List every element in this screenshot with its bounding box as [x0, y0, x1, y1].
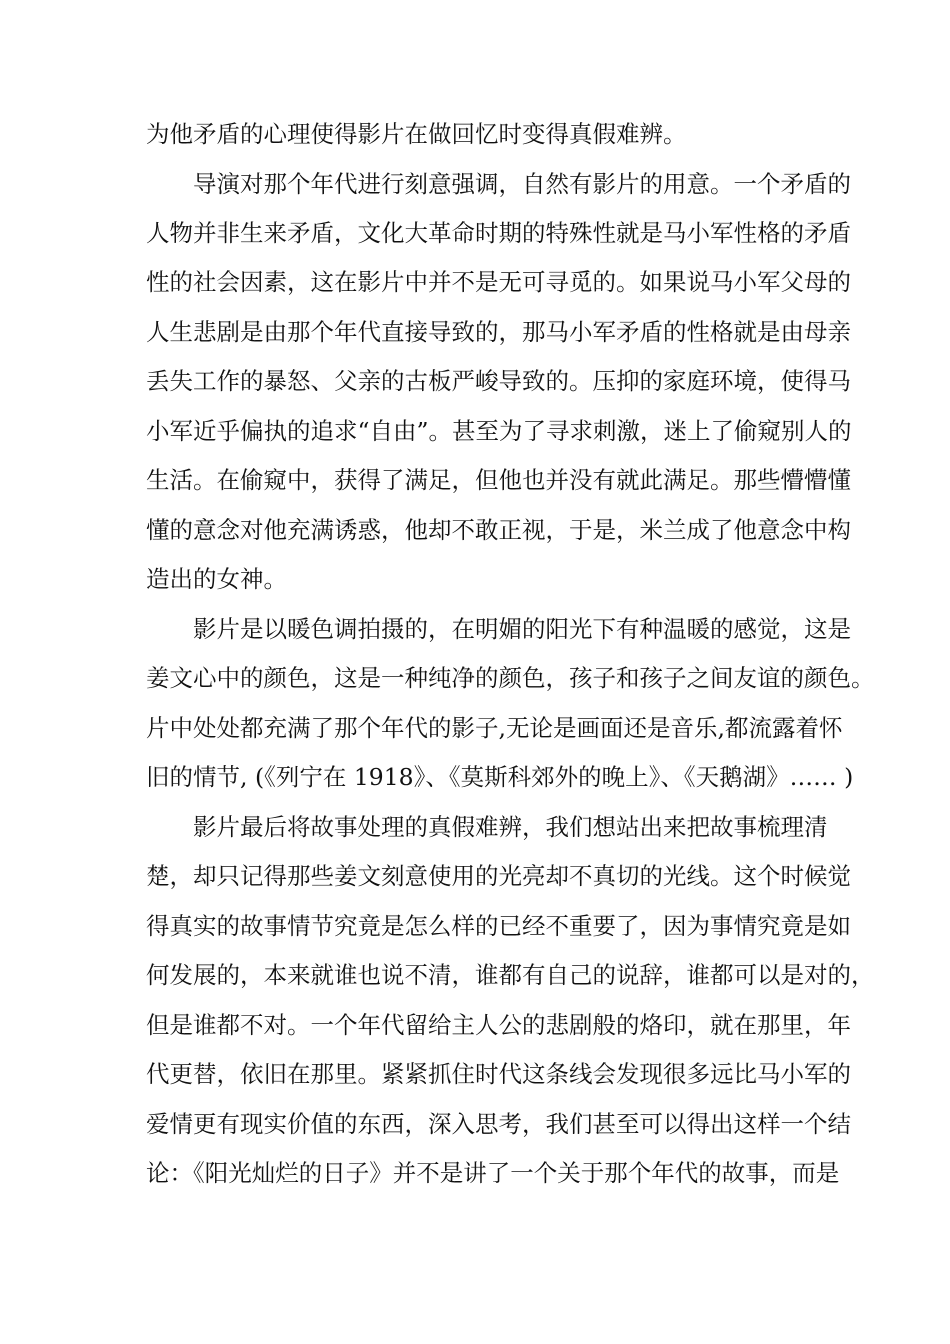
paragraph-line: 为他矛盾的心理使得影片在做回忆时变得真假难辨。: [146, 120, 687, 148]
paragraph-line: 影片最后将故事处理的真假难辨，我们想站出来把故事梳理清: [193, 813, 828, 841]
paragraph-line: 旧的情节, (《列宁在 1918》、《莫斯科郊外的晚上》、《天鹅湖》…… ): [146, 763, 854, 791]
paragraph-line: 何发展的，本来就谁也说不清，谁都有自己的说辞，谁都可以是对的，: [146, 961, 875, 989]
paragraph-line: 影片是以暖色调拍摄的，在明媚的阳光下有种温暖的感觉，这是: [193, 615, 851, 643]
paragraph-line: 但是谁都不对。一个年代留给主人公的悲剧般的烙印，就在那里，年: [146, 1011, 851, 1039]
paragraph-line: 造出的女神。: [146, 565, 287, 593]
paragraph-line: 片中处处都充满了那个年代的影子,无论是画面还是音乐,都流露着怀: [146, 714, 843, 742]
paragraph-line: 懂的意念对他充满诱惑，他却不敢正视，于是，米兰成了他意念中构: [146, 516, 851, 544]
paragraph-line: 爱情更有现实价值的东西，深入思考，我们甚至可以得出这样一个结: [146, 1110, 851, 1138]
paragraph-line: 性的社会因素，这在影片中并不是无可寻觅的。如果说马小军父母的: [146, 268, 851, 296]
paragraph-line: 姜文心中的颜色，这是一种纯净的颜色，孩子和孩子之间友谊的颜色。: [146, 664, 875, 692]
paragraph-line: 楚，却只记得那些姜文刻意使用的光亮却不真切的光线。这个时候觉: [146, 862, 851, 890]
paragraph-line: 丢失工作的暴怒、父亲的古板严峻导致的。压抑的家庭环境，使得马: [146, 367, 851, 395]
paragraph-line: 人物并非生来矛盾，文化大革命时期的特殊性就是马小军性格的矛盾: [146, 219, 851, 247]
paragraph-line: 人生悲剧是由那个年代直接导致的，那马小军矛盾的性格就是由母亲: [146, 318, 851, 346]
paragraph-line: 论：《阳光灿烂的日子》并不是讲了一个关于那个年代的故事，而是: [146, 1159, 840, 1187]
paragraph-line: 生活。在偷窥中，获得了满足，但他也并没有就此满足。那些懵懵懂: [146, 466, 851, 494]
paragraph-line: 导演对那个年代进行刻意强调，自然有影片的用意。一个矛盾的: [193, 170, 851, 198]
paragraph-line: 得真实的故事情节究竟是怎么样的已经不重要了，因为事情究竟是如: [146, 912, 851, 940]
paragraph-line: 小军近乎偏执的追求“自由”。甚至为了寻求刺激，迷上了偷窥别人的: [146, 417, 852, 445]
paragraph-line: 代更替，依旧在那里。紧紧抓住时代这条线会发现很多远比马小军的: [146, 1060, 851, 1088]
